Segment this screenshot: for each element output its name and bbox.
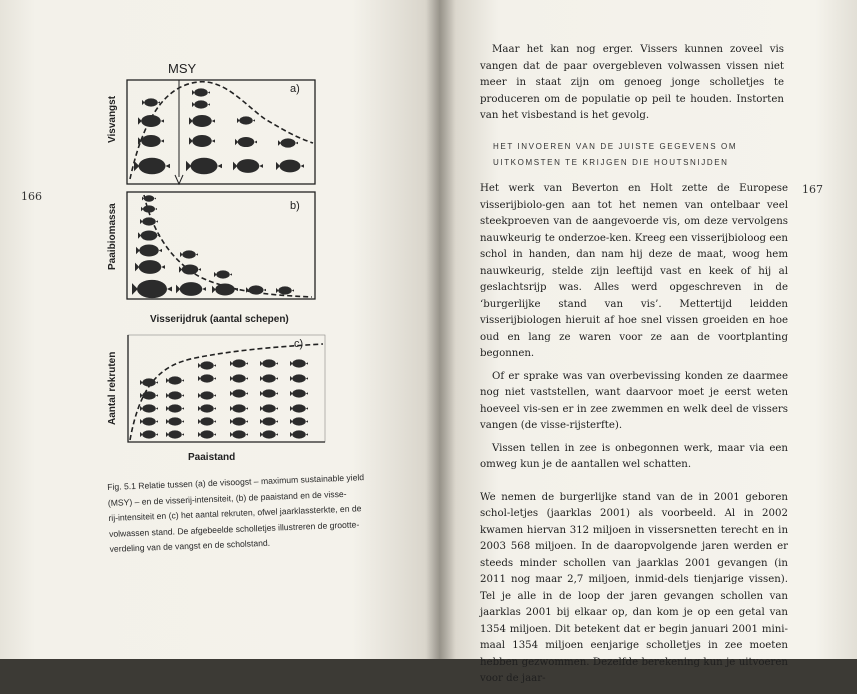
figure-diagram xyxy=(100,55,330,475)
panel-c-label: c) xyxy=(294,338,304,350)
paragraph: Het werk van Beverton en Holt zette de Europese visserijbiolo-gen aan tot het nemen van ontelbaar veel steekproeven van de aangevoerde vis, om deze vervolgens nauwkeurig te onderzoe-ken. Kreeg een visserijbioloog een schol in handen, dan nam hij deze de maat, woog hem nauwkeurig, stelde zijn leeftijd vast en keek of hij al geslachtsrijp was. Alles werd opgeschreven in de ‘burgerlijke stand van vis’. Mettertijd leidden visserijbiologen hieruit af hoe snel vissen groeiden en hoe oud en lang ze waren voor ze aan de voortplanting begonnen. xyxy=(480,183,788,359)
right-page xyxy=(440,0,857,684)
page-number-right: 167 xyxy=(802,183,823,196)
figure-caption xyxy=(107,469,400,558)
panel-a-y-axis: Visvangst xyxy=(107,95,118,143)
caption-line: volwassen stand. De afgebeelde scholletjes illustreren de grootte- xyxy=(108,518,360,539)
panel-c-x-axis: Paaistand xyxy=(188,452,236,463)
paragraph: Vissen tellen in zee is onbegonnen werk, maar via een omweg kun je de aantallen wel schatten. xyxy=(480,442,788,470)
caption-line: rij-intensiteit en (c) het aantal rekruten, ofwel jaarklassterkte, en de xyxy=(108,503,362,523)
figure-5-1 xyxy=(100,55,330,475)
section-heading-line: HET INVOEREN VAN DE JUISTE GEGEVENS OM xyxy=(493,142,738,151)
section-heading xyxy=(493,139,793,170)
caption-line: verdeling van de vangst en de scholstand. xyxy=(109,537,271,554)
panel-a xyxy=(107,80,315,184)
panel-c xyxy=(107,335,325,463)
panel-c-y-axis: Aantal rekruten xyxy=(107,351,118,425)
body-text xyxy=(480,181,788,694)
msy-label: MSY xyxy=(168,61,197,76)
section-heading-line: UITKOMSTEN TE KRIJGEN DIE HOUTSNIJDEN xyxy=(493,157,729,167)
panel-a-label: a) xyxy=(290,83,300,95)
panel-b-label: b) xyxy=(290,200,300,212)
caption-line: Fig. 5.1 Relatie tussen (a) de visoogst – maximum sustainable yield xyxy=(107,472,365,492)
left-page xyxy=(0,0,440,659)
recruit-fish-grid xyxy=(140,359,308,438)
page-number-left: 166 xyxy=(21,190,42,203)
panel-b-x-axis: Visserijdruk (aantal schepen) xyxy=(150,314,289,325)
opening-paragraph-block xyxy=(480,42,784,131)
paragraph: We nemen de burgerlijke stand van de in 2001 geboren schol-letjes (jaarklas 2001) als voorbeeld. Al in 2002 kwamen hiervan 312 miljoen in vissersnetten terecht en in 2003 568 miljoen. In de daaropvolgende jaren werden er steeds minder schollen van jaarklas 2001 gevangen (in 2011 nog maar 2,7 miljoen, inmid-dels tienjarige vissen). Tel je alle in de loop der jaren gevangen schollen van jaarklas 2001 bij elkaar op, dan kom je op een getal van 1354 miljoen. Dit betekent dat er begin januari 2001 mini-maal 1354 miljoen eenjarige scholletjes in zee moeten hebben gezwommen. Dezelfde berekening kun je uitvoeren voor de jaar- xyxy=(480,491,788,684)
panel-b-y-axis: Paaibiomassa xyxy=(107,203,118,270)
caption-line: (MSY) – en de visserij-intensiteit, (b) de paaistand en de visse- xyxy=(107,488,347,508)
opening-paragraph: Maar het kan nog erger. Vissers kunnen zoveel vis vangen dat de paar overgebleven volwassen vissen niet meer in staat zijn om genoeg jonge scholletjes te produceren om de populatie op peil te houden. Instorten van het visbestand is het gevolg. xyxy=(480,44,784,121)
paragraph: Of er sprake was van overbevissing konden ze daarmee nog niet vaststellen, want daarvoor moet je eerst weten hoeveel vis-sen er in zee zwemmen en welk deel de vissers vangen (de visse-rijsterfte). xyxy=(480,370,788,431)
panel-b xyxy=(107,192,315,325)
